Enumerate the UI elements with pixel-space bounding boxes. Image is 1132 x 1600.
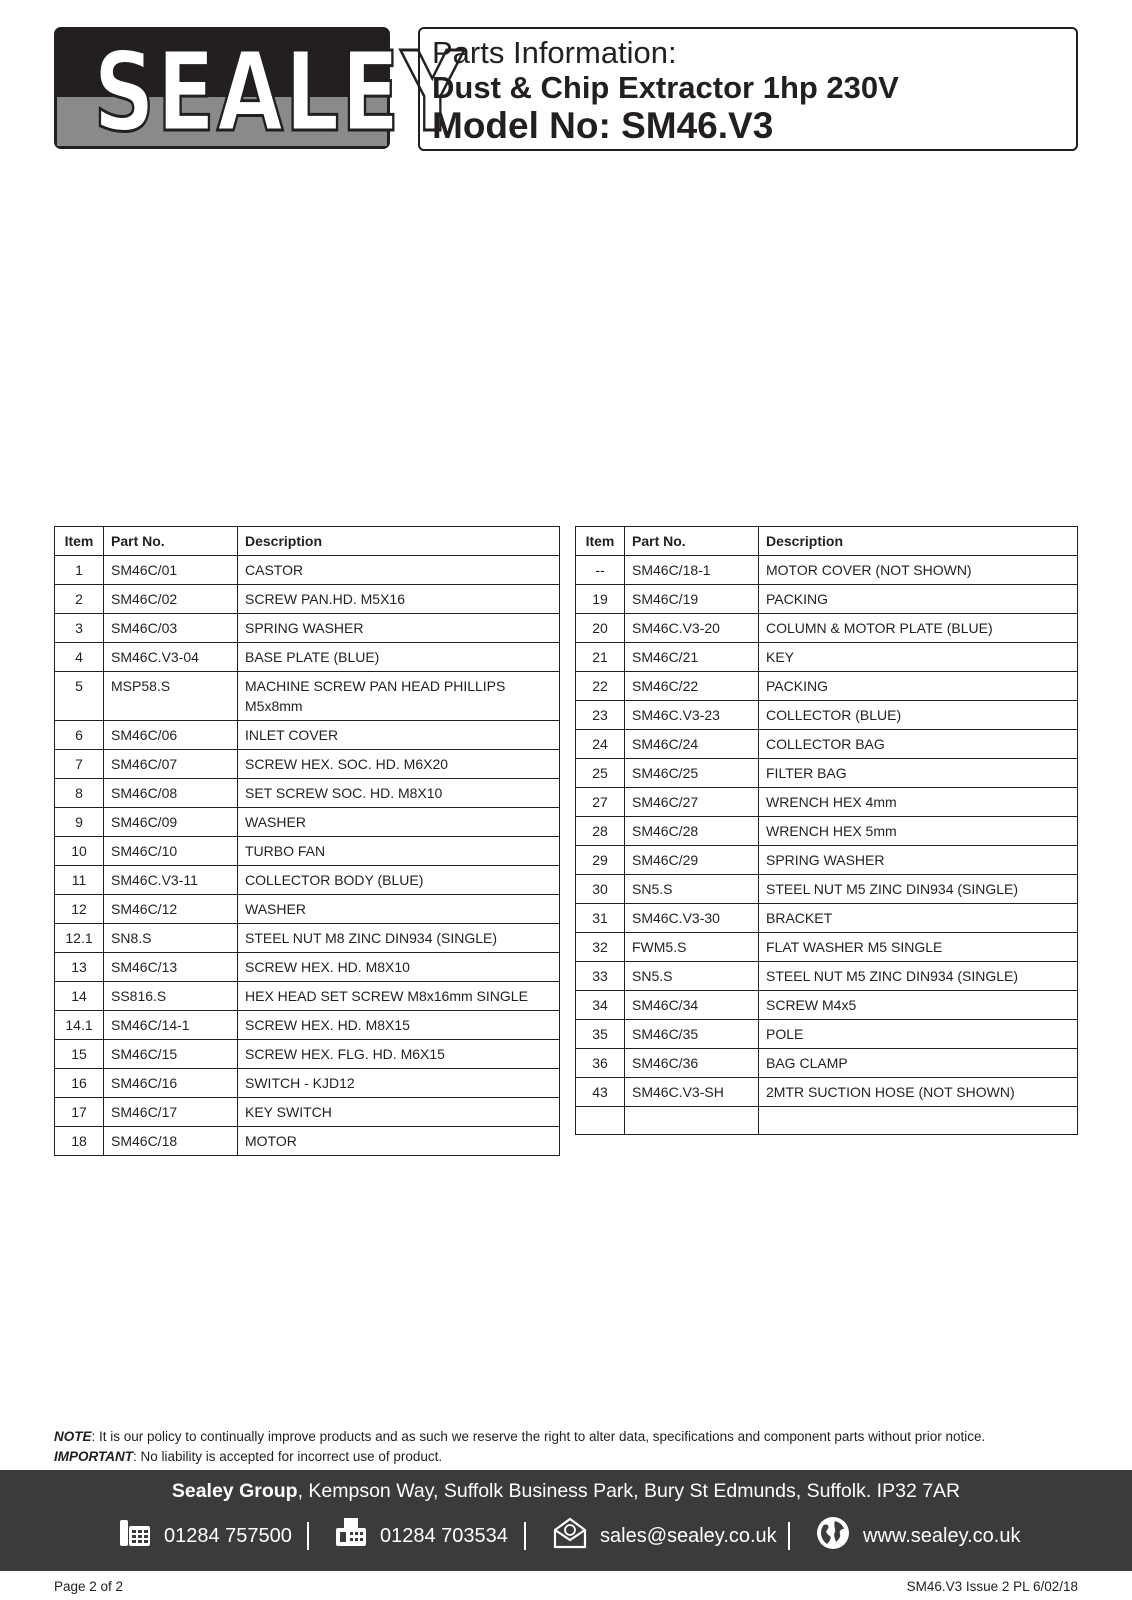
cell-description: MOTOR COVER (NOT SHOWN) bbox=[759, 556, 1078, 585]
cell-description: HEX HEAD SET SCREW M8x16mm SINGLE bbox=[238, 982, 560, 1011]
cell-item: 20 bbox=[576, 614, 625, 643]
cell-item: 23 bbox=[576, 701, 625, 730]
cell-description: STEEL NUT M5 ZINC DIN934 (SINGLE) bbox=[759, 962, 1078, 991]
table-row bbox=[55, 1127, 560, 1156]
table-row bbox=[55, 953, 560, 982]
cell-description: WASHER bbox=[238, 808, 560, 837]
cell-part-no: SM46C.V3-11 bbox=[104, 866, 238, 895]
table-row bbox=[576, 933, 1078, 962]
cell-description: SPRING WASHER bbox=[238, 614, 560, 643]
cell-description: COLLECTOR BODY (BLUE) bbox=[238, 866, 560, 895]
table-row bbox=[55, 837, 560, 866]
table-row bbox=[55, 614, 560, 643]
cell-part-no: SM46C/22 bbox=[625, 672, 759, 701]
cell-description: SCREW HEX. FLG. HD. M6X15 bbox=[238, 1040, 560, 1069]
cell-part-no: SM46C/27 bbox=[625, 788, 759, 817]
cell-part-no: SM46C/12 bbox=[104, 895, 238, 924]
table-row bbox=[576, 585, 1078, 614]
cell-item: 36 bbox=[576, 1049, 625, 1078]
cell-description: SPRING WASHER bbox=[759, 846, 1078, 875]
cell-part-no: SM46C.V3-20 bbox=[625, 614, 759, 643]
cell-description: COLLECTOR (BLUE) bbox=[759, 701, 1078, 730]
table-row bbox=[576, 962, 1078, 991]
cell-item: 24 bbox=[576, 730, 625, 759]
table-row bbox=[55, 1098, 560, 1127]
cell-item: 27 bbox=[576, 788, 625, 817]
cell-item: 9 bbox=[55, 808, 104, 837]
cell-description: WRENCH HEX 5mm bbox=[759, 817, 1078, 846]
table-row bbox=[55, 585, 560, 614]
cell-item: 35 bbox=[576, 1020, 625, 1049]
table-row bbox=[576, 730, 1078, 759]
cell-part-no: SM46C.V3-30 bbox=[625, 904, 759, 933]
table-row bbox=[576, 1107, 1078, 1135]
header-description: Description bbox=[238, 527, 560, 556]
cell-part-no: SM46C/19 bbox=[625, 585, 759, 614]
table-row bbox=[576, 1049, 1078, 1078]
cell-part-no: SN8.S bbox=[104, 924, 238, 953]
cell-description: WASHER bbox=[238, 895, 560, 924]
telephone-icon bbox=[118, 1516, 152, 1556]
cell-item: 4 bbox=[55, 643, 104, 672]
cell-part-no: SM46C/01 bbox=[104, 556, 238, 585]
email-address[interactable]: sales@sealey.co.uk bbox=[600, 1524, 777, 1547]
contact-footer bbox=[0, 1470, 1132, 1571]
parts-table-right bbox=[575, 526, 1078, 1135]
cell-item: 32 bbox=[576, 933, 625, 962]
cell-description bbox=[759, 1107, 1078, 1135]
table-row bbox=[576, 614, 1078, 643]
cell-item: 21 bbox=[576, 643, 625, 672]
cell-item bbox=[576, 1107, 625, 1135]
header-description: Description bbox=[759, 527, 1078, 556]
cell-item: 25 bbox=[576, 759, 625, 788]
cell-description: INLET COVER bbox=[238, 721, 560, 750]
cell-part-no: SN5.S bbox=[625, 962, 759, 991]
cell-part-no: SM46C/08 bbox=[104, 779, 238, 808]
cell-part-no: SM46C/07 bbox=[104, 750, 238, 779]
cell-item: 3 bbox=[55, 614, 104, 643]
logo-wordmark: SEALEY bbox=[93, 28, 465, 156]
cell-item: 43 bbox=[576, 1078, 625, 1107]
divider bbox=[524, 1522, 526, 1550]
cell-description: STEEL NUT M5 ZINC DIN934 (SINGLE) bbox=[759, 875, 1078, 904]
cell-description: KEY SWITCH bbox=[238, 1098, 560, 1127]
cell-item: 30 bbox=[576, 875, 625, 904]
cell-part-no: SM46C/34 bbox=[625, 991, 759, 1020]
table-row bbox=[576, 817, 1078, 846]
phone-number: 01284 757500 bbox=[164, 1524, 292, 1547]
important-label: IMPORTANT bbox=[54, 1449, 133, 1464]
cell-item: 1 bbox=[55, 556, 104, 585]
cell-description: SET SCREW SOC. HD. M8X10 bbox=[238, 779, 560, 808]
table-row bbox=[576, 759, 1078, 788]
cell-description: MOTOR bbox=[238, 1127, 560, 1156]
table-row bbox=[55, 750, 560, 779]
table-row bbox=[576, 556, 1078, 585]
cell-item: 29 bbox=[576, 846, 625, 875]
note-label: NOTE bbox=[54, 1429, 92, 1444]
fax-icon bbox=[334, 1516, 368, 1556]
divider bbox=[788, 1522, 790, 1550]
issue-info: SM46.V3 Issue 2 PL 6/02/18 bbox=[906, 1579, 1078, 1594]
website-url[interactable]: www.sealey.co.uk bbox=[863, 1524, 1021, 1547]
cell-part-no: SM46C/17 bbox=[104, 1098, 238, 1127]
cell-description: BASE PLATE (BLUE) bbox=[238, 643, 560, 672]
cell-item: 31 bbox=[576, 904, 625, 933]
cell-part-no: SM46C/18-1 bbox=[625, 556, 759, 585]
table-row bbox=[576, 672, 1078, 701]
cell-part-no: SM46C/28 bbox=[625, 817, 759, 846]
cell-part-no: SM46C/15 bbox=[104, 1040, 238, 1069]
cell-description: PACKING bbox=[759, 585, 1078, 614]
contact-row bbox=[0, 1514, 1132, 1558]
cell-item: 16 bbox=[55, 1069, 104, 1098]
cell-part-no: SM46C/14-1 bbox=[104, 1011, 238, 1040]
cell-part-no: SM46C/16 bbox=[104, 1069, 238, 1098]
cell-item: 22 bbox=[576, 672, 625, 701]
cell-item: 13 bbox=[55, 953, 104, 982]
table-row bbox=[55, 808, 560, 837]
table-row bbox=[576, 875, 1078, 904]
cell-item: 2 bbox=[55, 585, 104, 614]
cell-description: MACHINE SCREW PAN HEAD PHILLIPS M5x8mm bbox=[238, 672, 560, 721]
table-row bbox=[55, 643, 560, 672]
cell-item: 19 bbox=[576, 585, 625, 614]
fax-number: 01284 703534 bbox=[380, 1524, 508, 1547]
header-part-no: Part No. bbox=[104, 527, 238, 556]
web-contact[interactable] bbox=[815, 1514, 1020, 1558]
divider bbox=[307, 1522, 309, 1550]
cell-part-no: SM46C.V3-SH bbox=[625, 1078, 759, 1107]
cell-part-no: SM46C/02 bbox=[104, 585, 238, 614]
cell-item: 6 bbox=[55, 721, 104, 750]
globe-icon bbox=[815, 1515, 851, 1557]
cell-part-no: SM46C/29 bbox=[625, 846, 759, 875]
table-header-row bbox=[55, 527, 560, 556]
cell-description: POLE bbox=[759, 1020, 1078, 1049]
cell-part-no: SM46C/18 bbox=[104, 1127, 238, 1156]
cell-description: TURBO FAN bbox=[238, 837, 560, 866]
cell-description: SWITCH - KJD12 bbox=[238, 1069, 560, 1098]
cell-description: SCREW M4x5 bbox=[759, 991, 1078, 1020]
table-row bbox=[576, 701, 1078, 730]
table-row bbox=[55, 1011, 560, 1040]
header-part-no: Part No. bbox=[625, 527, 759, 556]
cell-description: CASTOR bbox=[238, 556, 560, 585]
cell-part-no: SM46C/25 bbox=[625, 759, 759, 788]
table-row bbox=[576, 1020, 1078, 1049]
table-row bbox=[55, 895, 560, 924]
cell-part-no: SM46C/10 bbox=[104, 837, 238, 866]
table-header-row bbox=[576, 527, 1078, 556]
cell-part-no: SM46C.V3-04 bbox=[104, 643, 238, 672]
table-row bbox=[576, 904, 1078, 933]
cell-part-no: SM46C/21 bbox=[625, 643, 759, 672]
cell-part-no: SM46C.V3-23 bbox=[625, 701, 759, 730]
cell-description: SCREW PAN.HD. M5X16 bbox=[238, 585, 560, 614]
cell-description: KEY bbox=[759, 643, 1078, 672]
cell-item: 14 bbox=[55, 982, 104, 1011]
cell-item: 14.1 bbox=[55, 1011, 104, 1040]
cell-item: 10 bbox=[55, 837, 104, 866]
cell-item: 11 bbox=[55, 866, 104, 895]
table-row bbox=[55, 556, 560, 585]
table-row bbox=[55, 779, 560, 808]
parts-table-left bbox=[54, 526, 560, 1156]
cell-item: 12 bbox=[55, 895, 104, 924]
cell-item: 28 bbox=[576, 817, 625, 846]
cell-part-no: SM46C/36 bbox=[625, 1049, 759, 1078]
important-line bbox=[54, 1447, 1084, 1467]
cell-description: COLUMN & MOTOR PLATE (BLUE) bbox=[759, 614, 1078, 643]
table-row bbox=[576, 1078, 1078, 1107]
email-icon bbox=[552, 1516, 588, 1556]
important-text: : No liability is accepted for incorrect use of product. bbox=[133, 1449, 443, 1464]
cell-description: FILTER BAG bbox=[759, 759, 1078, 788]
cell-description: 2MTR SUCTION HOSE (NOT SHOWN) bbox=[759, 1078, 1078, 1107]
cell-part-no: SM46C/35 bbox=[625, 1020, 759, 1049]
cell-item: 33 bbox=[576, 962, 625, 991]
table-row bbox=[576, 991, 1078, 1020]
cell-item: -- bbox=[576, 556, 625, 585]
cell-description: BAG CLAMP bbox=[759, 1049, 1078, 1078]
cell-description: SCREW HEX. HD. M8X10 bbox=[238, 953, 560, 982]
cell-item: 17 bbox=[55, 1098, 104, 1127]
email-contact[interactable] bbox=[552, 1514, 777, 1558]
cell-item: 5 bbox=[55, 672, 104, 721]
table-row bbox=[55, 866, 560, 895]
title-parts-information: Parts Information: bbox=[432, 35, 677, 70]
cell-description: STEEL NUT M8 ZINC DIN934 (SINGLE) bbox=[238, 924, 560, 953]
table-row bbox=[55, 924, 560, 953]
note-text: : It is our policy to continually improve products and as such we reserve the right to alter data, specifications and component parts without prior notice. bbox=[91, 1429, 986, 1444]
table-row bbox=[55, 1069, 560, 1098]
cell-item: 34 bbox=[576, 991, 625, 1020]
cell-description: SCREW HEX. SOC. HD. M6X20 bbox=[238, 750, 560, 779]
table-row bbox=[576, 846, 1078, 875]
company-name: Sealey Group bbox=[171, 1480, 298, 1502]
cell-description: WRENCH HEX 4mm bbox=[759, 788, 1078, 817]
cell-item: 12.1 bbox=[55, 924, 104, 953]
table-row bbox=[55, 721, 560, 750]
cell-part-no: FWM5.S bbox=[625, 933, 759, 962]
cell-item: 7 bbox=[55, 750, 104, 779]
title-product-name: Dust & Chip Extractor 1hp 230V bbox=[432, 70, 899, 105]
table-row bbox=[55, 672, 560, 721]
cell-part-no: SN5.S bbox=[625, 875, 759, 904]
cell-description: COLLECTOR BAG bbox=[759, 730, 1078, 759]
cell-part-no bbox=[625, 1107, 759, 1135]
cell-item: 15 bbox=[55, 1040, 104, 1069]
table-row bbox=[576, 643, 1078, 672]
table-row bbox=[55, 982, 560, 1011]
page-number: Page 2 of 2 bbox=[54, 1579, 124, 1594]
cell-part-no: SM46C/03 bbox=[104, 614, 238, 643]
cell-description: BRACKET bbox=[759, 904, 1078, 933]
header-item: Item bbox=[55, 527, 104, 556]
cell-description: FLAT WASHER M5 SINGLE bbox=[759, 933, 1078, 962]
cell-part-no: SM46C/06 bbox=[104, 721, 238, 750]
company-address bbox=[0, 1478, 1132, 1504]
cell-description: PACKING bbox=[759, 672, 1078, 701]
header-item: Item bbox=[576, 527, 625, 556]
cell-item: 8 bbox=[55, 779, 104, 808]
cell-description: SCREW HEX. HD. M8X15 bbox=[238, 1011, 560, 1040]
address-text: , Kempson Way, Suffolk Business Park, Bury St Edmunds, Suffolk. IP32 7AR bbox=[297, 1480, 961, 1502]
sealey-logo bbox=[54, 27, 465, 156]
title-box bbox=[418, 27, 1078, 151]
note-line bbox=[54, 1427, 1084, 1447]
cell-part-no: SS816.S bbox=[104, 982, 238, 1011]
cell-part-no: MSP58.S bbox=[104, 672, 238, 721]
cell-item: 18 bbox=[55, 1127, 104, 1156]
cell-part-no: SM46C/24 bbox=[625, 730, 759, 759]
table-row bbox=[576, 788, 1078, 817]
cell-part-no: SM46C/13 bbox=[104, 953, 238, 982]
cell-part-no: SM46C/09 bbox=[104, 808, 238, 837]
phone-contact bbox=[118, 1514, 292, 1558]
fax-contact bbox=[334, 1514, 508, 1558]
table-row bbox=[55, 1040, 560, 1069]
title-model-number: Model No: SM46.V3 bbox=[432, 105, 774, 146]
